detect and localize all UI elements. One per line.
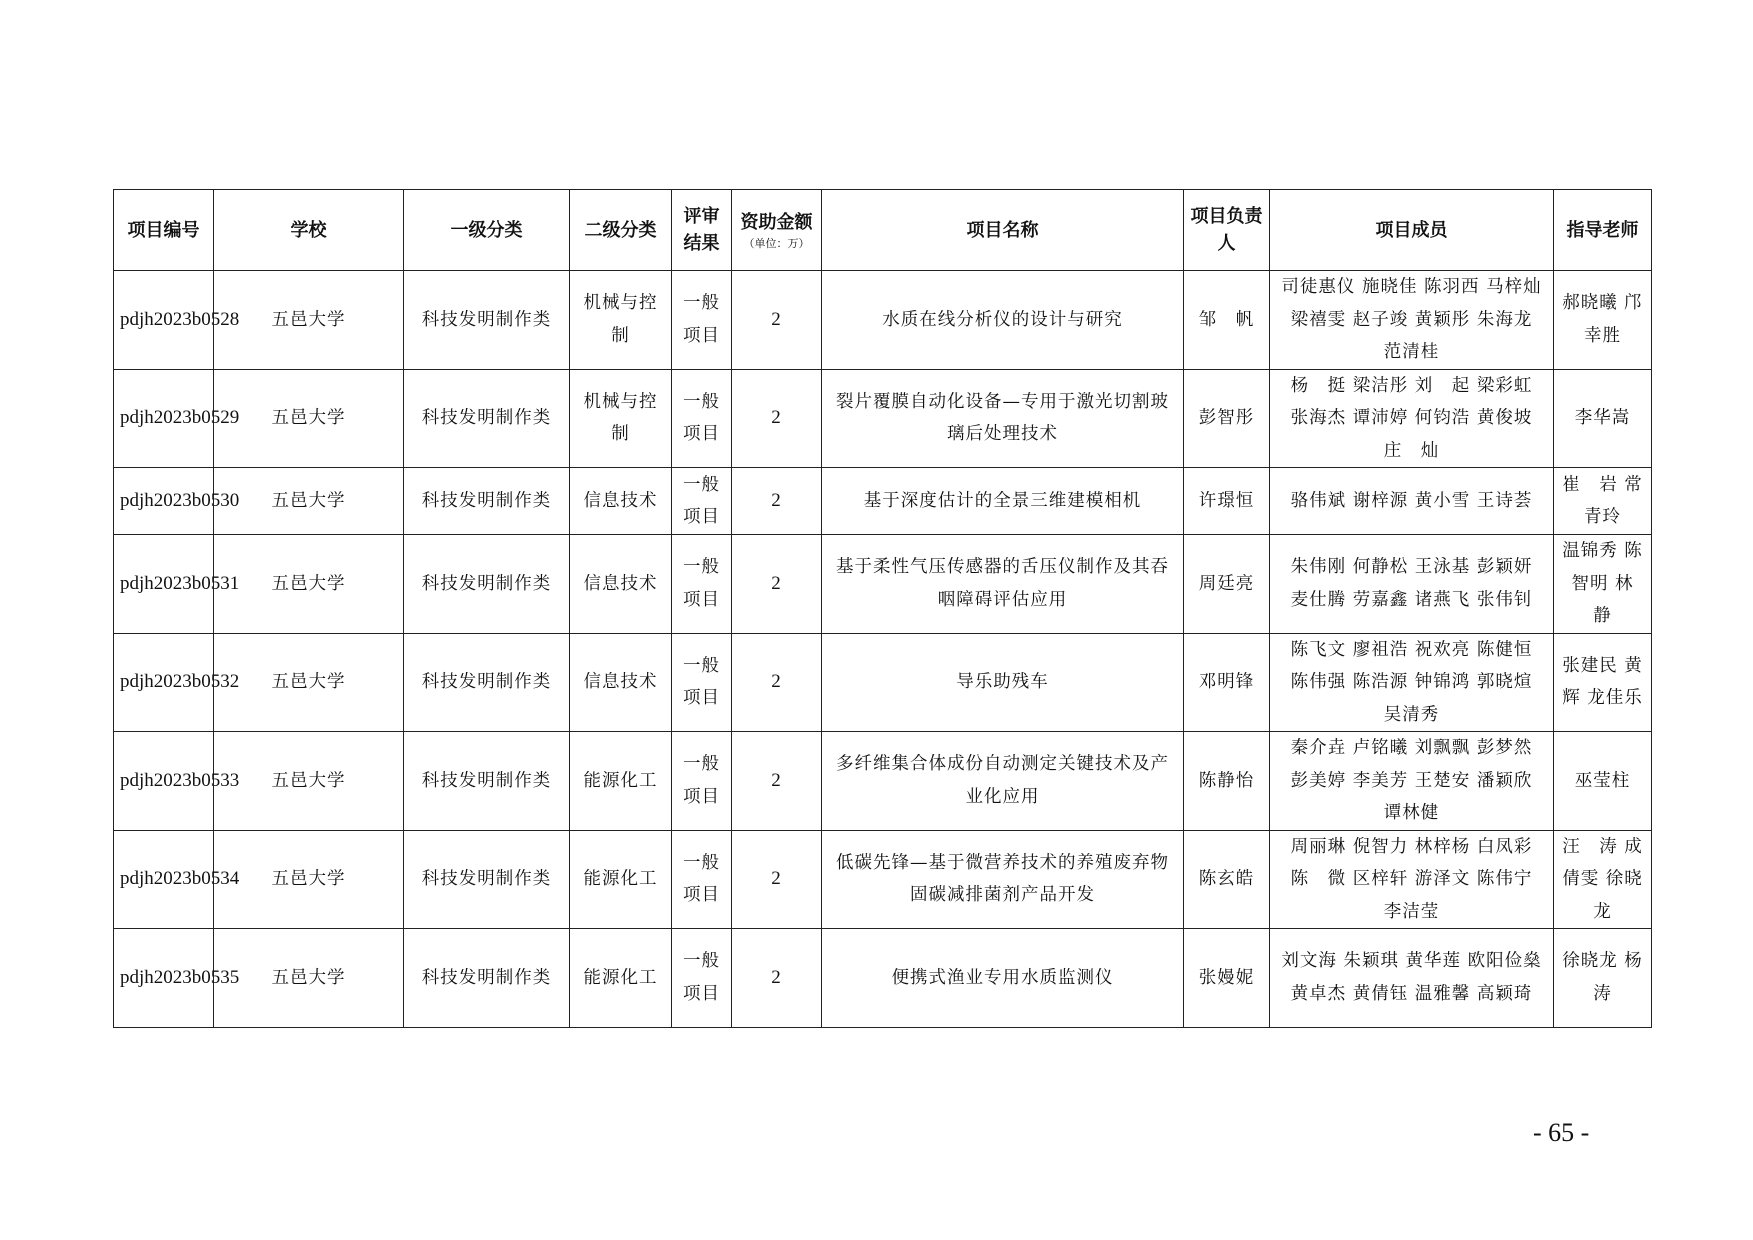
cell-amount: 2 [732, 468, 822, 535]
cell-amount: 2 [732, 271, 822, 370]
header-result: 评审结果 [672, 190, 732, 271]
project-list-table [113, 189, 1662, 1028]
cell-members: 朱伟刚 何静松 王泳基 彭颖妍 麦仕腾 劳嘉鑫 诸燕飞 张伟钊 [1270, 535, 1554, 634]
header-amount-unit: （单位：万） [743, 236, 810, 250]
table-row [114, 369, 1652, 468]
cell-leader: 张嫚妮 [1184, 929, 1270, 1028]
cell-advisors: 李华嵩 [1554, 369, 1652, 468]
cell-result: 一般项目 [672, 929, 732, 1028]
cell-project-name: 基于柔性气压传感器的舌压仪制作及其吞咽障碍评估应用 [822, 535, 1184, 634]
header-amount [732, 190, 822, 271]
table-row [114, 732, 1652, 831]
cell-code: pdjh2023b0530 [114, 468, 214, 535]
cell-amount: 2 [732, 929, 822, 1028]
cell-code: pdjh2023b0535 [114, 929, 214, 1028]
cell-school: 五邑大学 [214, 468, 404, 535]
cell-school: 五邑大学 [214, 271, 404, 370]
cell-category1: 科技发明制作类 [404, 633, 570, 732]
cell-school: 五邑大学 [214, 633, 404, 732]
table-row [114, 633, 1652, 732]
cell-members: 陈飞文 廖祖浩 祝欢亮 陈健恒 陈伟强 陈浩源 钟锦鸿 郭晓煊 吴清秀 [1270, 633, 1554, 732]
cell-advisors: 崔 岩 常青玲 [1554, 468, 1652, 535]
cell-category2: 能源化工 [570, 830, 672, 929]
table-row [114, 535, 1652, 634]
cell-category1: 科技发明制作类 [404, 468, 570, 535]
header-advisors: 指导老师 [1554, 190, 1652, 271]
header-category2: 二级分类 [570, 190, 672, 271]
cell-project-name: 导乐助残车 [822, 633, 1184, 732]
header-category1: 一级分类 [404, 190, 570, 271]
cell-category2: 能源化工 [570, 732, 672, 831]
header-amount-label: 资助金额 [740, 211, 813, 233]
cell-school: 五邑大学 [214, 535, 404, 634]
cell-amount: 2 [732, 535, 822, 634]
cell-advisors: 徐晓龙 杨 涛 [1554, 929, 1652, 1028]
cell-code: pdjh2023b0528 [114, 271, 214, 370]
cell-project-name: 低碳先锋—基于微营养技术的养殖废弃物固碳减排菌剂产品开发 [822, 830, 1184, 929]
cell-code: pdjh2023b0533 [114, 732, 214, 831]
cell-advisors: 郝晓曦 邝幸胜 [1554, 271, 1652, 370]
cell-advisors: 汪 涛 成倩雯 徐晓龙 [1554, 830, 1652, 929]
cell-members: 刘文海 朱颖琪 黄华莲 欧阳俭燊 黄卓杰 黄倩钰 温雅馨 高颖琦 [1270, 929, 1554, 1028]
cell-code: pdjh2023b0529 [114, 369, 214, 468]
cell-members: 骆伟斌 谢梓源 黄小雪 王诗荟 [1270, 468, 1554, 535]
cell-amount: 2 [732, 830, 822, 929]
cell-project-name: 多纤维集合体成份自动测定关键技术及产业化应用 [822, 732, 1184, 831]
header-leader: 项目负责人 [1184, 190, 1270, 271]
cell-leader: 邹 帆 [1184, 271, 1270, 370]
header-members: 项目成员 [1270, 190, 1554, 271]
cell-category2: 信息技术 [570, 633, 672, 732]
cell-project-name: 水质在线分析仪的设计与研究 [822, 271, 1184, 370]
cell-category1: 科技发明制作类 [404, 830, 570, 929]
cell-result: 一般项目 [672, 271, 732, 370]
cell-code: pdjh2023b0532 [114, 633, 214, 732]
cell-category1: 科技发明制作类 [404, 369, 570, 468]
cell-project-name: 裂片覆膜自动化设备—专用于激光切割玻璃后处理技术 [822, 369, 1184, 468]
cell-school: 五邑大学 [214, 369, 404, 468]
cell-amount: 2 [732, 369, 822, 468]
cell-leader: 陈静怡 [1184, 732, 1270, 831]
cell-school: 五邑大学 [214, 929, 404, 1028]
cell-category2: 机械与控制 [570, 369, 672, 468]
cell-amount: 2 [732, 633, 822, 732]
cell-school: 五邑大学 [214, 732, 404, 831]
cell-result: 一般项目 [672, 535, 732, 634]
cell-project-name: 基于深度估计的全景三维建模相机 [822, 468, 1184, 535]
cell-advisors: 张建民 黄 辉 龙佳乐 [1554, 633, 1652, 732]
cell-leader: 彭智彤 [1184, 369, 1270, 468]
cell-members: 司徒惠仪 施晓佳 陈羽西 马梓灿 梁禧雯 赵子竣 黄颖彤 朱海龙 范清桂 [1270, 271, 1554, 370]
table-row [114, 830, 1652, 929]
cell-category1: 科技发明制作类 [404, 535, 570, 634]
cell-category1: 科技发明制作类 [404, 271, 570, 370]
cell-advisors: 温锦秀 陈智明 林 静 [1554, 535, 1652, 634]
table-header-row [114, 190, 1652, 271]
header-code: 项目编号 [114, 190, 214, 271]
cell-leader: 邓明锋 [1184, 633, 1270, 732]
cell-leader: 周廷亮 [1184, 535, 1270, 634]
cell-category2: 能源化工 [570, 929, 672, 1028]
table-row [114, 468, 1652, 535]
cell-category1: 科技发明制作类 [404, 732, 570, 831]
cell-leader: 陈玄皓 [1184, 830, 1270, 929]
cell-code: pdjh2023b0534 [114, 830, 214, 929]
cell-school: 五邑大学 [214, 830, 404, 929]
table-row [114, 929, 1652, 1028]
cell-category2: 信息技术 [570, 535, 672, 634]
cell-result: 一般项目 [672, 369, 732, 468]
page-number: - 65 - [1533, 1118, 1590, 1147]
cell-leader: 许璟恒 [1184, 468, 1270, 535]
cell-amount: 2 [732, 732, 822, 831]
cell-project-name: 便携式渔业专用水质监测仪 [822, 929, 1184, 1028]
cell-result: 一般项目 [672, 633, 732, 732]
cell-members: 秦介垚 卢铭曦 刘飘飘 彭梦然 彭美婷 李美芳 王楚安 潘颖欣 谭林健 [1270, 732, 1554, 831]
cell-category1: 科技发明制作类 [404, 929, 570, 1028]
cell-advisors: 巫莹柱 [1554, 732, 1652, 831]
cell-members: 杨 挺 梁洁彤 刘 起 梁彩虹 张海杰 谭沛婷 何钧浩 黄俊坡 庄 灿 [1270, 369, 1554, 468]
cell-result: 一般项目 [672, 468, 732, 535]
header-school: 学校 [214, 190, 404, 271]
table-row [114, 271, 1652, 370]
header-name: 项目名称 [822, 190, 1184, 271]
cell-result: 一般项目 [672, 830, 732, 929]
cell-code: pdjh2023b0531 [114, 535, 214, 634]
cell-result: 一般项目 [672, 732, 732, 831]
cell-category2: 信息技术 [570, 468, 672, 535]
cell-category2: 机械与控制 [570, 271, 672, 370]
cell-members: 周丽琳 倪智力 林梓杨 白凤彩 陈 微 区梓轩 游泽文 陈伟宁 李洁莹 [1270, 830, 1554, 929]
